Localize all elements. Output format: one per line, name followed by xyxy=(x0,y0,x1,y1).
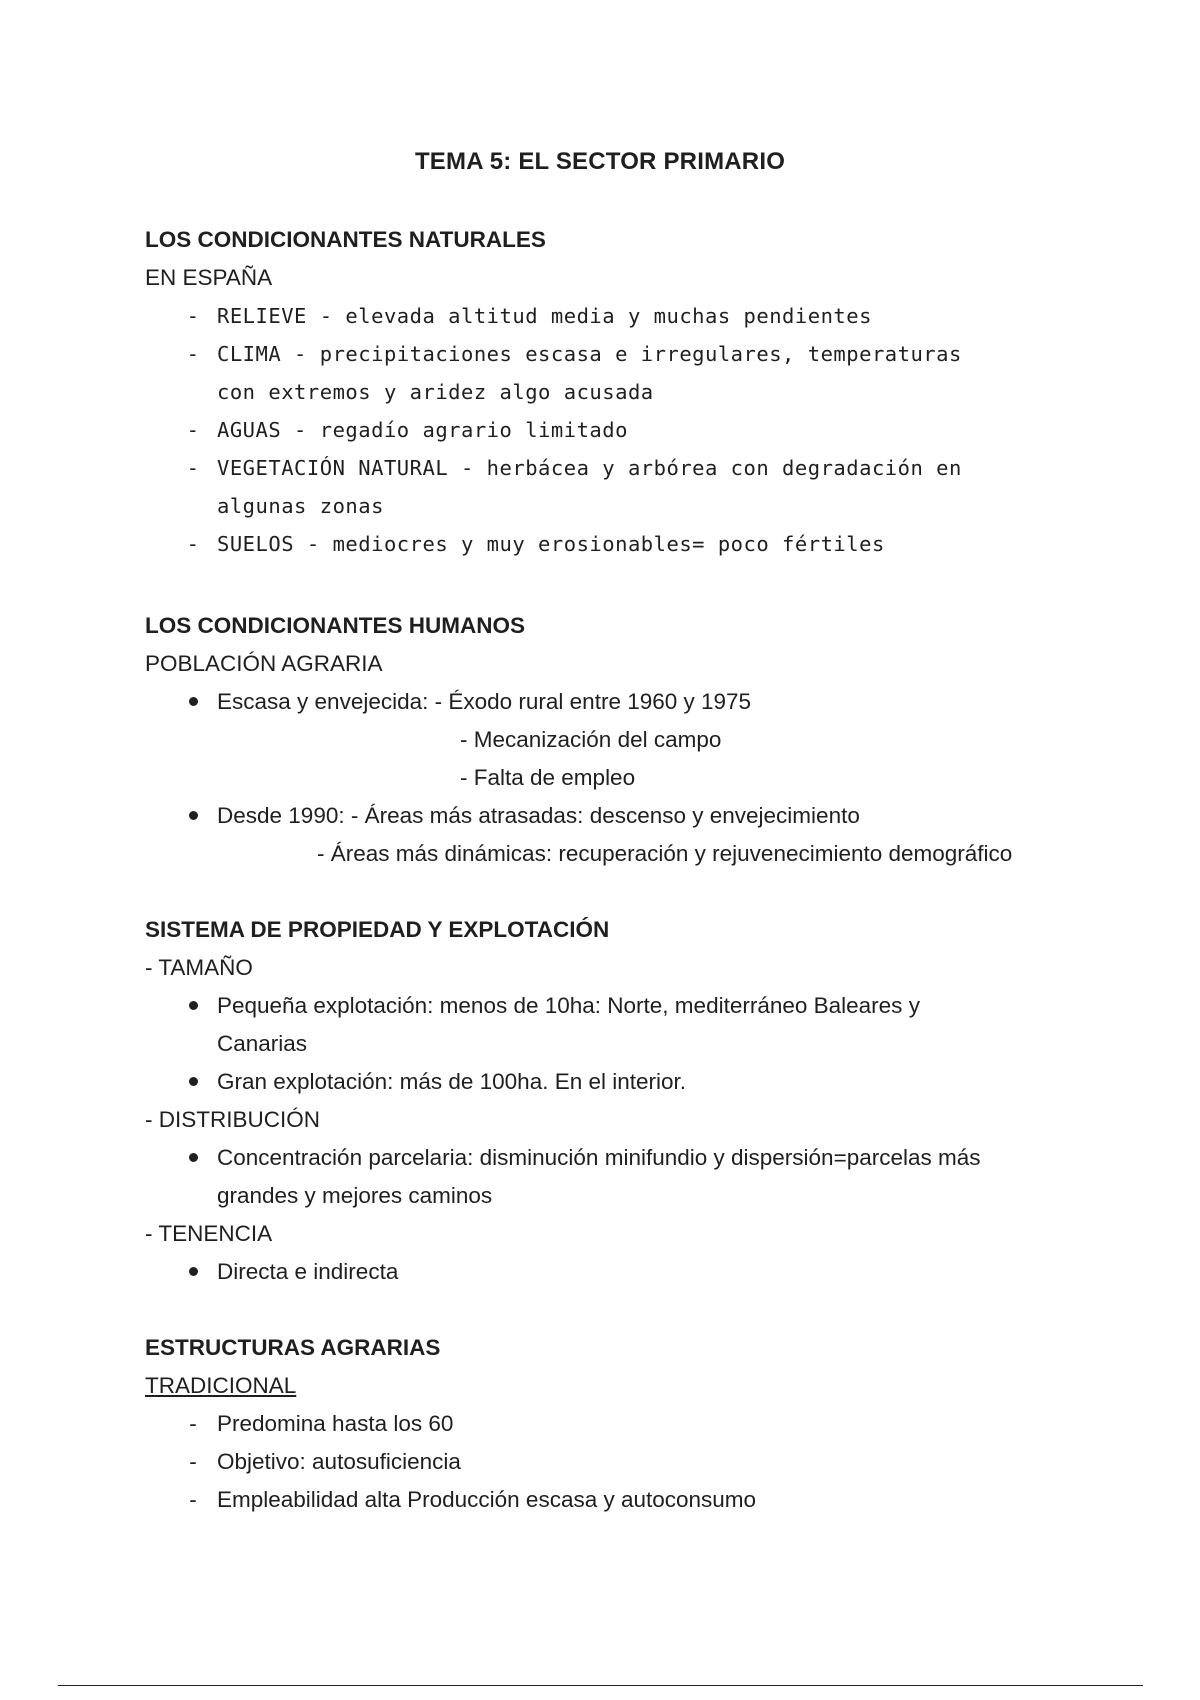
list-item xyxy=(145,1443,1095,1481)
document-title: TEMA 5: EL SECTOR PRIMARIO xyxy=(414,148,786,175)
section-propiedad xyxy=(145,911,1095,1291)
section-naturales xyxy=(145,221,1095,563)
list-item xyxy=(145,1253,1095,1291)
section-subheading: - TAMAÑO xyxy=(145,955,253,980)
section-heading: SISTEMA DE PROPIEDAD Y EXPLOTACIÓN xyxy=(145,917,610,942)
bullet-icon xyxy=(183,683,203,721)
list-item-text: CLIMA - precipitaciones escasa e irregulares, temperaturas xyxy=(217,342,962,366)
list-item-text-continued: grandes y mejores caminos xyxy=(217,1183,493,1208)
list-item-text-continued: algunas zonas xyxy=(217,494,384,518)
list-item xyxy=(145,525,1095,563)
section-subheading: TRADICIONAL xyxy=(145,1373,297,1398)
list-item-continued xyxy=(145,759,1095,797)
list-item-text: Predomina hasta los 60 xyxy=(217,1411,454,1436)
section-humanos xyxy=(145,607,1095,873)
section-subheading: EN ESPAÑA xyxy=(145,265,273,290)
list-item-text: - Falta de empleo xyxy=(460,765,636,790)
bullet-icon xyxy=(183,797,203,835)
list-item xyxy=(145,297,1095,335)
section-heading: LOS CONDICIONANTES NATURALES xyxy=(145,227,546,252)
dash-marker: - xyxy=(189,1487,197,1512)
bullet-icon xyxy=(183,1063,203,1101)
dash-marker: - xyxy=(186,418,200,442)
dash-marker: - xyxy=(189,1449,197,1474)
list-item xyxy=(145,449,1095,525)
list-item-text: Objetivo: autosuficiencia xyxy=(217,1449,461,1474)
list-item-text: - Mecanización del campo xyxy=(460,727,722,752)
list-item-text: Gran explotación: más de 100ha. En el interior. xyxy=(217,1069,687,1094)
list-item xyxy=(145,411,1095,449)
dash-marker: - xyxy=(186,304,200,328)
dash-marker: - xyxy=(186,342,200,366)
list-item-text: VEGETACIÓN NATURAL - herbácea y arbórea con degradación en xyxy=(217,456,962,480)
list-item-text: SUELOS - mediocres y muy erosionables= poco fértiles xyxy=(217,532,885,556)
bullet-icon xyxy=(183,1253,203,1291)
list-item xyxy=(145,1481,1095,1519)
section-subheading: - DISTRIBUCIÓN xyxy=(145,1107,321,1132)
list-item-text: Pequeña explotación: menos de 10ha: Norte, mediterráneo Baleares y xyxy=(217,993,920,1018)
list-item-text: Concentración parcelaria: disminución minifundio y dispersión=parcelas más xyxy=(217,1145,981,1170)
list-item-continued xyxy=(145,835,1095,873)
section-subheading: - TENENCIA xyxy=(145,1221,273,1246)
list-item xyxy=(145,1139,1095,1215)
section-heading: ESTRUCTURAS AGRARIAS xyxy=(145,1335,441,1360)
list-item xyxy=(145,987,1095,1063)
list-item xyxy=(145,683,1095,721)
list-item-text: Escasa y envejecida: - Éxodo rural entre 1960 y 1975 xyxy=(217,689,752,714)
list-item-text-continued: Canarias xyxy=(217,1031,308,1056)
list-item-text: RELIEVE - elevada altitud media y muchas pendientes xyxy=(217,304,872,328)
list-item xyxy=(145,335,1095,411)
section-heading: LOS CONDICIONANTES HUMANOS xyxy=(145,613,526,638)
list-item xyxy=(145,1063,1095,1101)
dash-marker: - xyxy=(186,456,200,480)
page-bottom-rule xyxy=(58,1685,1143,1686)
list-item-continued xyxy=(145,721,1095,759)
list-item-text: Directa e indirecta xyxy=(217,1259,399,1284)
list-item xyxy=(145,1405,1095,1443)
list-item-text: - Áreas más dinámicas: recuperación y rejuvenecimiento demográfico xyxy=(317,841,1013,866)
list-item-text-continued: con extremos y aridez algo acusada xyxy=(217,380,654,404)
section-estructuras xyxy=(145,1329,1095,1519)
list-item-text: Empleabilidad alta Producción escasa y autoconsumo xyxy=(217,1487,757,1512)
dash-marker: - xyxy=(186,532,200,556)
dash-marker: - xyxy=(189,1411,197,1436)
list-item-text: AGUAS - regadío agrario limitado xyxy=(217,418,628,442)
list-item xyxy=(145,797,1095,835)
bullet-icon xyxy=(183,1139,203,1177)
list-item-text: Desde 1990: - Áreas más atrasadas: descenso y envejecimiento xyxy=(217,803,860,828)
section-subheading: POBLACIÓN AGRARIA xyxy=(145,651,383,676)
bullet-icon xyxy=(183,987,203,1025)
